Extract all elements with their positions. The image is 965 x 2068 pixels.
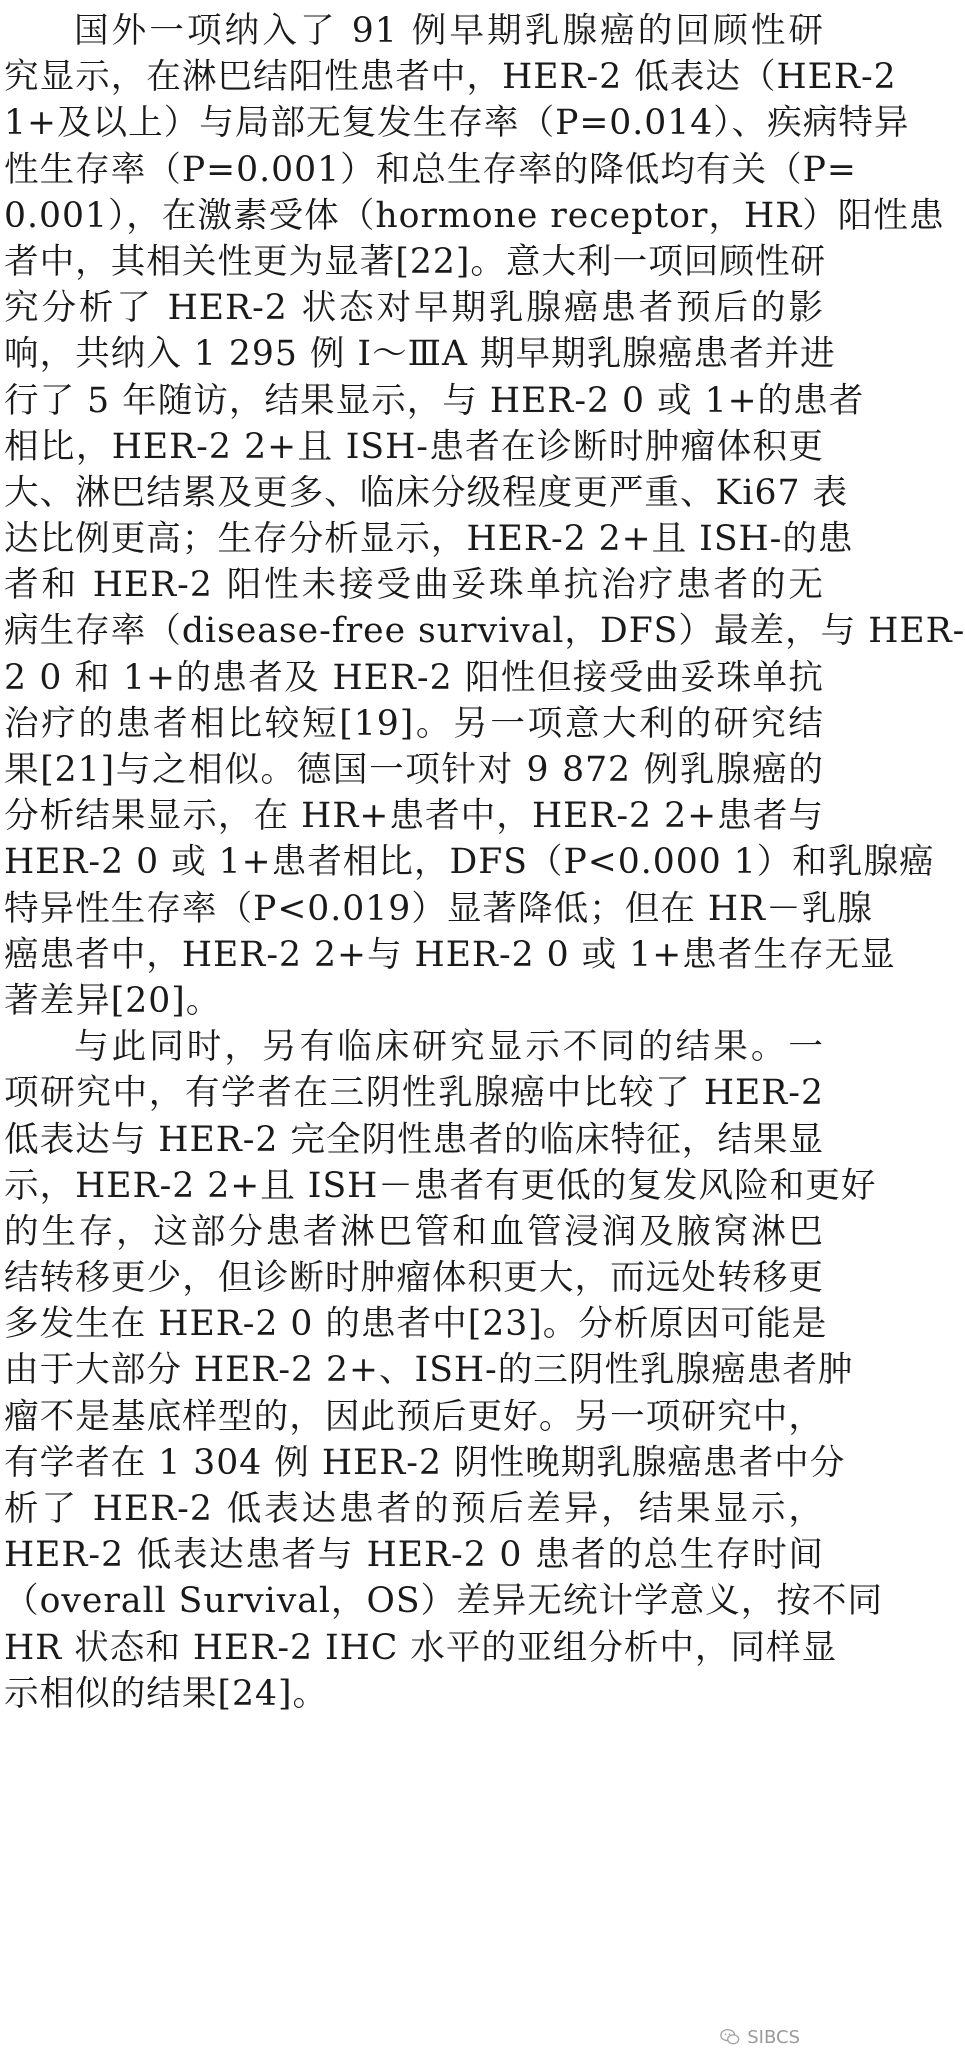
text-line: 癌患者中，HER-2 2+与 HER-2 0 或 1+患者生存无显 bbox=[4, 934, 896, 975]
text-line: 相比，HER-2 2+且 ISH-患者在诊断时肿瘤体积更 bbox=[4, 426, 824, 467]
text-line: 分析结果显示，在 HR+患者中，HER-2 2+患者与 bbox=[4, 796, 824, 837]
text-line: 多发生在 HER-2 0 的患者中[23]。分析原因可能是 bbox=[4, 1304, 828, 1345]
text-line: HR 状态和 HER-2 IHC 水平的亚组分析中，同样显 bbox=[4, 1627, 838, 1668]
text-line: 响，共纳入 1 295 例 Ⅰ～ⅢA 期早期乳腺癌患者并进 bbox=[4, 334, 836, 375]
wechat-icon bbox=[719, 2026, 741, 2048]
text-line: 著差异[20]。 bbox=[4, 980, 222, 1021]
text-line: 瘤不是基底样型的，因此预后更好。另一项研究中， bbox=[4, 1396, 824, 1437]
text-line: 者和 HER-2 阳性未接受曲妥珠单抗治疗患者的无 bbox=[4, 565, 824, 606]
paragraph-2 bbox=[4, 1024, 884, 1717]
text-line: 行了 5 年随访，结果显示，与 HER-2 0 或 1+的患者 bbox=[4, 380, 865, 421]
text-line: HER-2 0 或 1+患者相比，DFS（P<0.000 1）和乳腺癌 bbox=[4, 842, 935, 883]
text-line: 析了 HER-2 低表达患者的预后差异，结果显示， bbox=[4, 1489, 824, 1529]
text-line: 的生存，这部分患者淋巴管和血管浸润及腋窝淋巴 bbox=[4, 1211, 824, 1252]
text-line: HER-2 低表达患者与 HER-2 0 患者的总生存时间 bbox=[4, 1535, 824, 1576]
text-line: 者中，其相关性更为显著[22]。意大利一项回顾性研 bbox=[4, 241, 827, 282]
text-line: 与此同时，另有临床研究显示不同的结果。一 bbox=[74, 1027, 824, 1068]
watermark-text: SIBCS bbox=[747, 2026, 800, 2048]
text-line: （overall Survival，OS）差异无统计学意义，按不同 bbox=[4, 1581, 884, 1622]
paragraph-1 bbox=[4, 8, 965, 1024]
text-line: 有学者在 1 304 例 HER-2 阴性晚期乳腺癌患者中分 bbox=[4, 1442, 846, 1483]
text-line: 达比例更高；生存分析显示，HER-2 2+且 ISH-的患 bbox=[4, 519, 854, 560]
text-line: 特异性生存率（P<0.019）显著降低；但在 HR－乳腺 bbox=[4, 888, 873, 929]
text-line: 1+及以上）与局部无复发生存率（P=0.014）、疾病特异 bbox=[4, 103, 910, 144]
text-line: 低表达与 HER-2 完全阴性患者的临床特征，结果显 bbox=[4, 1119, 825, 1160]
text-line: 果[21]与之相似。德国一项针对 9 872 例乳腺癌的 bbox=[4, 750, 824, 790]
text-line: 结转移更少，但诊断时肿瘤体积更大，而远处转移更 bbox=[4, 1258, 824, 1299]
text-line: 项研究中，有学者在三阴性乳腺癌中比较了 HER-2 bbox=[4, 1073, 824, 1114]
text-line: 0.001），在激素受体（hormone receptor，HR）阳性患 bbox=[4, 195, 945, 236]
watermark bbox=[719, 2026, 800, 2048]
text-line: 治疗的患者相比较短[19]。另一项意大利的研究结 bbox=[4, 703, 824, 744]
text-line: 2 0 和 1+的患者及 HER-2 阳性但接受曲妥珠单抗 bbox=[4, 657, 824, 698]
text-line: 究显示，在淋巴结阳性患者中，HER-2 低表达（HER-2 bbox=[4, 57, 897, 98]
text-line: 究分析了 HER-2 状态对早期乳腺癌患者预后的影 bbox=[4, 288, 824, 329]
text-line: 大、淋巴结累及更多、临床分级程度更严重、Ki67 表 bbox=[4, 472, 849, 513]
text-line: 示，HER-2 2+且 ISH－患者有更低的复发风险和更好 bbox=[4, 1165, 877, 1206]
text-line: 国外一项纳入了 91 例早期乳腺癌的回顾性研 bbox=[74, 11, 824, 51]
text-line: 示相似的结果[24]。 bbox=[4, 1673, 329, 1714]
text-line: 性生存率（P=0.001）和总生存率的降低均有关（P= bbox=[4, 149, 857, 190]
text-line: 病生存率（disease-free survival，DFS）最差，与 HER- bbox=[4, 611, 965, 652]
text-line: 由于大部分 HER-2 2+、ISH-的三阴性乳腺癌患者肿 bbox=[4, 1350, 854, 1391]
